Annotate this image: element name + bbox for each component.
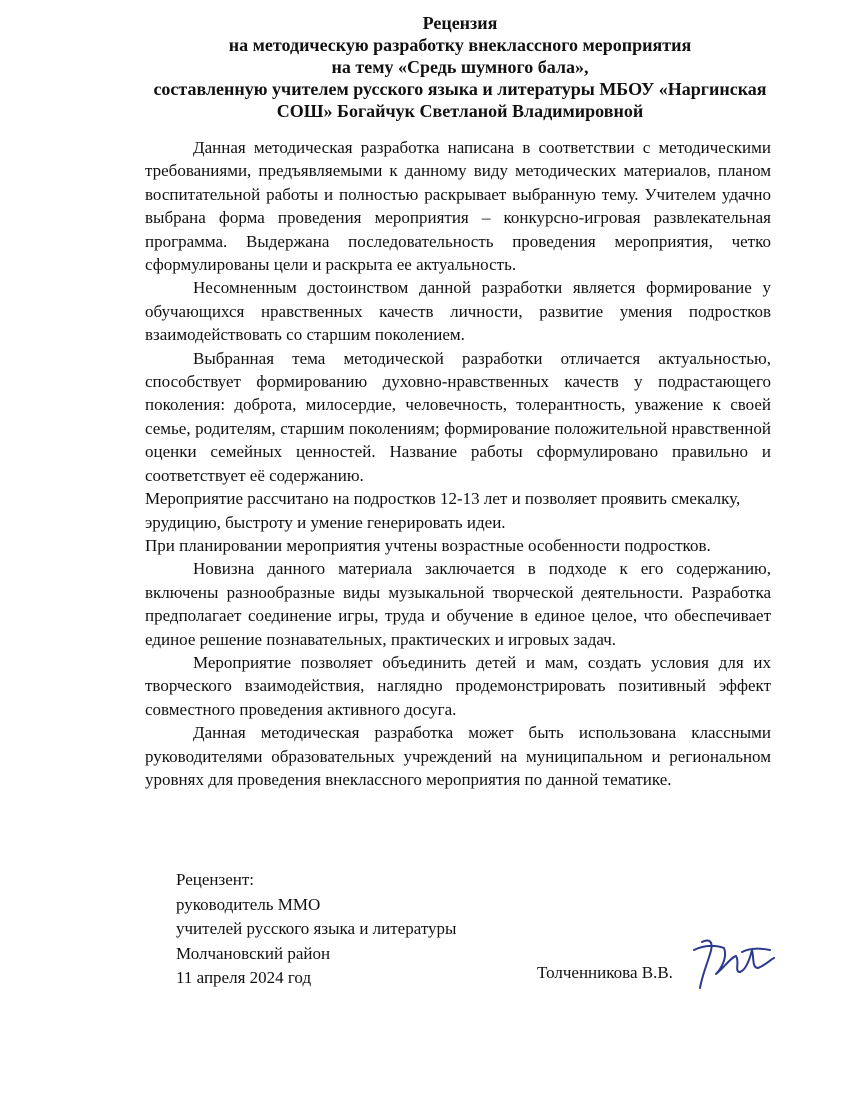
reviewer-position-2: учителей русского языка и литературы: [176, 919, 457, 938]
paragraph-3: Выбранная тема методической разработки отличается актуальностью, способствует формированию духовно-нравственных качеств у подрастающего поколения: доброта, милосердие, человечность, толерантность, уважение к своей семье, родителям, старшим поколениям; формирование положительной нравственной оценки семейных ценностей. Название работы сформулировано правильно и соответствует её содержанию.: [145, 348, 771, 485]
handwritten-signature: [680, 928, 780, 998]
reviewer-details: [176, 868, 516, 991]
reviewer-name: Толченникова В.В.: [537, 963, 673, 982]
document-title: [140, 12, 780, 122]
paragraph-8: Данная методическая разработка может быть использована классными руководителями образовательных учреждений на муниципальном и региональном уровнях для проведения внеклассного мероприятия по данной тематике.: [145, 723, 771, 789]
paragraph-5: При планировании мероприятия учтены возрастные особенности подростков.: [145, 535, 711, 555]
title-line-3: на тему «Средь шумного бала»,: [331, 57, 589, 77]
title-line-2: на методическую разработку внеклассного мероприятия: [228, 35, 692, 55]
paragraph-4: Мероприятие рассчитано на подростков 12-13 лет и позволяет проявить смекалку, эрудицию, быстроту и умение генерировать идеи.: [145, 489, 741, 532]
title-line-4: составленную учителем русского языка и литературы МБОУ «Наргинская: [153, 79, 767, 99]
reviewer-district: Молчановский район: [176, 943, 331, 963]
paragraph-7: Мероприятие позволяет объединить детей и мам, создать условия для их творческого взаимодействия, наглядно продемонстрировать позитивный эффект совместного проведения активного досуга.: [145, 652, 771, 719]
paragraph-1: Данная методическая разработка написана в соответствии с методическими требованиями, предъявляемыми к данному виду методических материалов, планом воспитательной работы и полностью раскрывает выбранную тему. Учителем удачно выбрана форма проведения мероприятия – конкурсно-игровая развлекательная программа. Выдержана последовательность проведения мероприятия, четко сформулированы цели и раскрыта ее актуальность.: [145, 138, 771, 275]
title-line-1: Рецензия: [422, 13, 498, 33]
reviewer-label: Рецензент:: [176, 870, 255, 889]
paragraph-2: Несомненным достоинством данной разработки является формирование у обучающихся нравственных качеств личности, развитие умения подростков взаимодействовать со старшим поколением.: [145, 278, 771, 345]
paragraph-6: Новизна данного материала заключается в подходе к его содержанию, включены разнообразные виды музыкальной творческой деятельности. Разработка предполагает соединение игры, труда и обучение в единое целое, что обеспечивает единое решение познавательных, практических и игровых задач.: [145, 559, 771, 649]
review-body: [145, 136, 771, 791]
review-date: 11 апреля 2024 год: [176, 968, 312, 987]
title-line-5: СОШ» Богайчук Светланой Владимировной: [276, 101, 644, 121]
reviewer-position-1: руководитель ММО: [176, 894, 321, 914]
